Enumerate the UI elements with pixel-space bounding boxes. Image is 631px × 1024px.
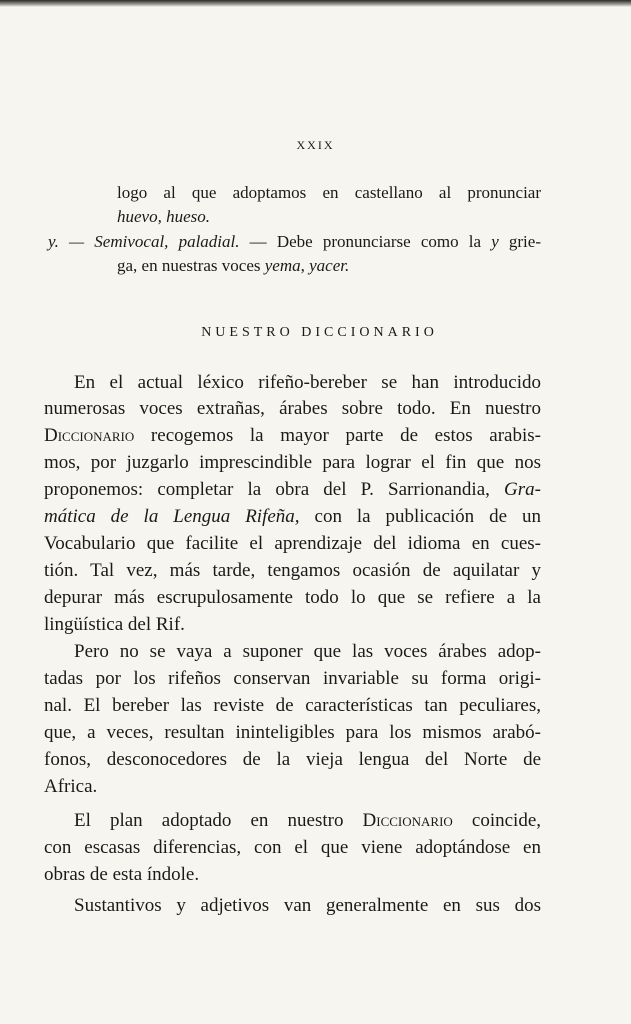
intro-line-1 [117,181,541,205]
intro-line-3-italic-2: y [491,232,499,251]
section-heading: NUESTRO DICCIONARIO [201,325,438,340]
intro-line-2 [117,205,541,229]
body-line-5-text: proponemos: completar la obra del P. Sarrionandia, [44,479,505,500]
body-line-17-text-1: El plan adoptado en nuestro [74,810,363,831]
body-line-4: mos, por juzgarlo imprescindible para lograr el fin que nos [44,452,541,473]
body-line-16: Africa. [44,776,98,797]
body-line-3 [44,424,541,448]
body-line-10: lingüística del Rif. [44,614,185,635]
body-line-14: que, a veces, resultan ininteligibles para los mismos arabó- [44,722,541,743]
body-line-6 [44,505,541,529]
body-line-17 [74,809,541,833]
body-line-2: numerosas voces extrañas, árabes sobre todo. En nuestro [44,398,541,419]
body-line-19: obras de esta índole. [44,864,200,885]
body-line-13: nal. El bereber las reviste de características tan peculiares, [44,695,541,716]
body-line-5 [44,478,541,502]
page-number: XXIX [296,138,335,152]
intro-line-3-text-2: grie- [498,232,541,251]
body-line-3-text: recogemos la mayor parte de estos arabis- [134,425,541,446]
body-line-6-text: con la publicación de un [299,506,541,527]
intro-line-4-text-2: , [300,256,310,275]
body-line-12: tadas por los rifeños conservan invariable su forma origi- [44,668,541,689]
intro-line-2-italic: huevo, hueso. [117,207,211,226]
body-line-20: Sustantivos y adjetivos van generalmente en sus dos [74,895,541,916]
page-top-edge [0,0,631,7]
body-line-15: fonos, desconocedores de la vieja lengua del Norte de [44,749,541,770]
intro-line-4 [117,254,541,278]
body-line-17-text-2: coincide, [452,810,542,831]
body-line-6-italic: mática de la Lengua Rifeña, [44,506,300,527]
intro-line-4-italic-1: yema [264,256,301,275]
intro-line-3-text-1: — Debe pronunciarse como la [239,232,492,251]
intro-line-4-text-1: ga, en nuestras voces [117,256,265,275]
body-line-8: tión. Tal vez, más tarde, tengamos ocasión de aquilatar y [44,560,541,581]
body-line-1: En el actual léxico rifeño-bereber se han introducido [74,372,541,393]
intro-line-3 [48,230,541,254]
body-line-5-italic: Gra- [504,479,541,500]
diccionario-smallcaps: Diccionario [44,425,135,446]
intro-line-4-italic-2: yacer. [309,256,350,275]
intro-line-3-italic-1: y. — Semivocal, paladial. [48,232,240,251]
body-line-7: Vocabulario que facilite el aprendizaje del idioma en cues- [44,533,541,554]
body-line-9: depurar más escrupulosamente todo lo que se refiere a la [44,587,541,608]
body-line-11: Pero no se vaya a suponer que las voces árabes adop- [74,641,541,662]
intro-line-1-text: logo al que adoptamos en castellano al pronunciar [117,183,541,202]
diccionario-smallcaps-2: Diccionario [362,810,453,831]
body-line-18: con escasas diferencias, con el que viene adoptándose en [44,837,541,858]
